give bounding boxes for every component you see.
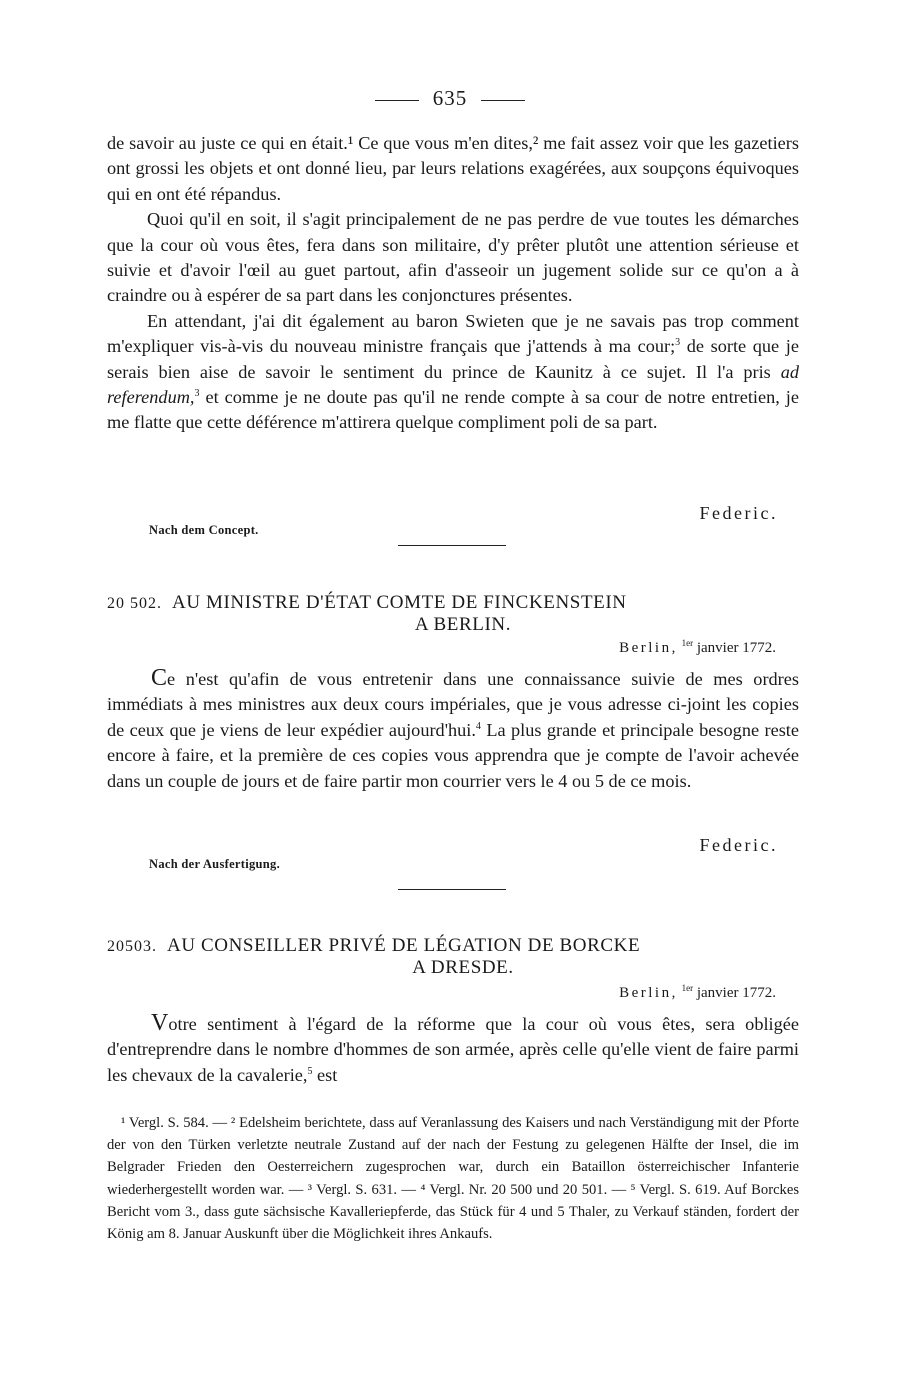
- letter-text-b: La plus grande et principale besogne reste encore à faire, et la première de ces copies vous apprendra que je compte de l'avoir achevée dans un couple de jours et de faire partir mon courrier vers le 4 ou 5 de ce mois.: [107, 719, 799, 791]
- source-note: Nach der Ausfertigung.: [149, 857, 281, 871]
- dateline-20503: [619, 985, 776, 1002]
- signature: Federic.: [699, 835, 778, 855]
- footnote-ref[interactable]: 5: [307, 1065, 313, 1077]
- dateline-day: 1er: [681, 983, 694, 993]
- footnote-ref[interactable]: 4: [475, 720, 481, 732]
- footnote-ref[interactable]: 3: [194, 388, 200, 400]
- dateline-date: janvier 1772.: [693, 640, 776, 656]
- page-number-header: [0, 86, 900, 111]
- letter-text-b: est: [312, 1064, 338, 1085]
- heading-line-2: A DRESDE.: [412, 957, 514, 978]
- intro-paragraph-3: [107, 309, 799, 436]
- footnotes: [107, 1112, 799, 1245]
- heading-line-1: AU MINISTRE D'ÉTAT COMTE DE FINCKENSTEIN: [172, 592, 627, 613]
- footnote-text: ¹ Vergl. S. 584. — ² Edelsheim berichtete, dass auf Veranlassung des Kaisers und nach Verständigung mit der Pforte der von den Türken verletzte neutrale Zustand auf der nach der Festung zu gelegenen Hälfte der Insel, die im Belgrader Frieden den Oesterreichern zugesprochen war, durch ein Bataillon österreichischer Infanterie wiederhergestellt worden war. — ³ Vergl. S. 631. — ⁴ Vergl. Nr. 20 500 und 20 501. — ⁵ Vergl. S. 619. Auf Borckes Bericht vom 3., dass gute sächsische Kavalleriepferde, das Stück für 4 und 5 Thaler, zu Verkauf ständen, fordert der König am 8. Januar Auskunft über die Möglichkeit ihres Ankaufs.: [107, 1115, 799, 1243]
- intro-paragraph-3-part-a: En attendant, j'ai dit également au baron Swieten que je ne savais pas trop comment m'expliquer vis-à-vis du nouveau ministre français que j'attends à ma cour;: [107, 310, 799, 357]
- letter-body-20502: [107, 666, 799, 794]
- letter-number: 20 502.: [107, 595, 162, 612]
- drop-capital: V: [151, 1010, 169, 1036]
- letter-heading-20503: [107, 935, 799, 979]
- drop-capital: C: [151, 665, 168, 691]
- section-divider: [398, 545, 506, 546]
- header-dash-left: [375, 100, 419, 101]
- letter-body-20503: [107, 1011, 799, 1088]
- letter-text-a: otre sentiment à l'égard de la réforme que la cour où vous êtes, sera obligée d'entreprendre dans le nombre d'hommes de son armée, après celle qu'elle vient de faire parmi les chevaux de la cavalerie,: [107, 1014, 799, 1085]
- section-divider: [398, 889, 506, 890]
- letter-paragraph: [107, 666, 799, 794]
- dateline-day: 1er: [681, 638, 694, 648]
- italic-phrase: ad referendum,: [107, 361, 799, 408]
- letter-heading-20502: [107, 592, 799, 636]
- letter-text-a: e n'est qu'afin de vous entretenir dans une connaissance suivie de mes ordres immédiats à mes ministres aux deux cours impériales, que je vous adresse ci-joint les copies de ceux que je viens de leur expédier aujourd'hui.: [107, 669, 799, 740]
- dateline-place: Berlin,: [619, 640, 678, 656]
- intro-paragraph-3-part-b: de sorte que je serais bien aise de savoir le sentiment du prince de Kaunitz à ce sujet. Il l'a pris: [107, 336, 799, 382]
- letter-paragraph: [107, 1011, 799, 1088]
- dateline-20502: [619, 640, 776, 657]
- heading-line-1: AU CONSEILLER PRIVÉ DE LÉGATION DE BORCKE: [167, 935, 641, 956]
- intro-paragraph-1: de savoir au juste ce qui en était.¹ Ce que vous m'en dites,² me fait assez voir que les gazetiers ont grossi les objets et ont donné lieu, par leurs relations exagérées, aux soupçons équivoques qui en ont été répandus.: [107, 133, 799, 204]
- dateline-date: janvier 1772.: [693, 985, 776, 1001]
- source-note: Nach dem Concept.: [149, 523, 259, 537]
- header-dash-right: [481, 100, 525, 101]
- signature: Federic.: [699, 503, 778, 523]
- intro-paragraph-3-part-c: et comme je ne doute pas qu'il ne rende compte à sa cour de notre entretien, je me flatte que cette déférence m'attirera quelque compliment poli de sa part.: [107, 387, 799, 433]
- heading-line-2: A BERLIN.: [414, 614, 512, 635]
- dateline-place: Berlin,: [619, 985, 678, 1001]
- footnote-ref[interactable]: 3: [675, 337, 681, 349]
- page-number: 635: [432, 86, 468, 110]
- letter-number: 20503.: [107, 938, 157, 955]
- intro-text: [107, 131, 799, 436]
- intro-paragraph-2: Quoi qu'il en soit, il s'agit principalement de ne pas perdre de vue toutes les démarches que la cour où vous êtes, fera dans son militaire, d'y prêter plutôt une attention sérieuse et suivie et d'avoir l'œil au guet partout, afin d'asseoir un jugement solide sur ce qu'on a à craindre ou à espérer de sa part dans les conjonctures présentes.: [107, 209, 799, 306]
